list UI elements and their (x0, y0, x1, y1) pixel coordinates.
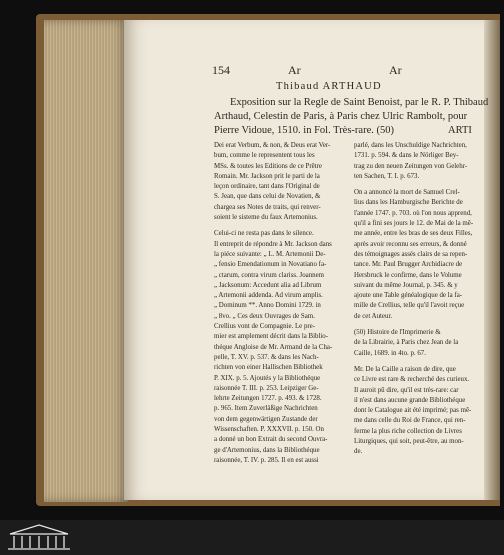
text-line: Romain. Mr. Jackson prit le parti de la (214, 172, 320, 180)
text-line: On a annoncé la mort de Samuel Crel- (354, 189, 460, 197)
text-line: ferme la plus riche collection de Livres (354, 427, 462, 435)
text-line: Crellius vont de Compagnie. Le pre- (214, 323, 316, 331)
entry-title-line-2: Arthaud, Celestin de Paris, à Paris chez Ulric Rambolt, pour (214, 111, 468, 122)
viewer-footer-bar (0, 520, 504, 555)
text-line: richten von einer Hallischen Bibliothek (214, 364, 323, 372)
text-line: 1731. p. 594. & dans le Nörliger Bey- (354, 152, 459, 160)
text-line: mille de Crellius, telle qu'il l'avoit reçue (354, 302, 465, 310)
page-edges (44, 20, 128, 502)
text-line: lius dans les Hamburgische Berichte de (354, 199, 463, 207)
text-line: Dei erat Verbum, & non, & Deus erat Ver- (214, 142, 331, 149)
library-building-logo-icon (4, 522, 74, 552)
text-line: Il auroit pû dire, qu'il est très-rare: car (354, 386, 459, 394)
text-line: parlé, dans les Unschuldige Nachrichten, (354, 142, 467, 149)
text-line: ten Sachen, T. I. p. 673. (354, 172, 420, 180)
text-line: raisonnée T. III. p. 253. Leipziger Ge- (214, 384, 319, 392)
text-line: raisonnée, T. IV. p. 285. Il en est aussi (214, 456, 319, 464)
text-line: Celui-ci ne resta pas dans le silence. (214, 230, 314, 238)
text-line: Il entreprit de répondre à Mr. Jackson dans (214, 240, 332, 248)
text-line: ce Livre est rare & recherché des curieux. (354, 376, 470, 384)
text-line: de. (354, 448, 363, 456)
text-line: Liturgiques, qui soit, peut-être, au mon- (354, 438, 464, 446)
running-head-right: Ar (389, 63, 402, 77)
text-line: leçon ordinaire, tant dans l'Original de (214, 183, 320, 191)
text-line: P. XIX. p. 5. Ajoutés y la Bibliothéque (214, 374, 321, 382)
text-line: après avoir reconnu ses erreurs, & donné (354, 240, 467, 248)
text-line: „ Jacksonum: Accedunt alia ad Librum (214, 281, 322, 289)
text-line: de cet Auteur. (354, 312, 393, 320)
catchword: ARTI (448, 125, 472, 136)
text-line: suivant du même Journal, p. 345. & y (354, 281, 458, 289)
text-line: Hersbruck le confirme, dans le Volume (354, 271, 462, 279)
right-column (354, 141, 482, 458)
text-line: Wissenschaften. P. XXXVII. p. 150. On (214, 426, 324, 434)
text-line: trag zu den neuen Zeitungen von Gelehr- (354, 162, 468, 170)
text-line: la piéce suivante: „ L. M. Artemonii De- (214, 250, 326, 258)
page-gutter (484, 20, 500, 500)
text-line: „ Dominum **. Anno Domini 1729. in (214, 302, 321, 310)
text-line: tance. Mr. Paul Brugger Archidiacre de (354, 261, 463, 269)
left-column (214, 141, 342, 466)
entry-heading: Thibaud ARTHAUD (276, 81, 382, 92)
text-line: a donné un bon Extrait du second Ouvra- (214, 436, 328, 444)
text-line: mier est amplement décrit dans la Biblio- (214, 333, 329, 341)
text-line: „ Artemonii addenda. Ad virum amplis. (214, 292, 323, 300)
text-line: MSs. & toutes les Editions de ce Prêtre (214, 162, 322, 170)
text-line: soient le sisteme du faux Artemonius. (214, 214, 318, 222)
text-line: Caille, 1689. in 4to. p. 67. (354, 349, 426, 357)
text-line: ge d'Artemonius, dans la Bibliothéque (214, 446, 320, 454)
text-line: bum, comme le representent tous les (214, 152, 315, 160)
entry-title-line-1: Exposition sur la Regle de Saint Benoist, par le R. P. Thibaud (230, 97, 489, 108)
text-line: Mr. De la Caille a raison de dire, que (354, 365, 456, 373)
text-line: dont le Catalogue ait été imprimé; pas mê- (354, 407, 472, 415)
text-line: lehrte Zeitungen 1727. p. 493. & 1728. (214, 395, 322, 403)
text-line: qu'il a fini ses jours le 12. de Mai de la mê- (354, 220, 474, 228)
text-line: me année, entre les bras de ses deux Filles, (354, 230, 473, 238)
text-line: (50) Histoire de l'Imprimerie & (354, 329, 441, 337)
text-line: S. Jean, que dans celui de Novatien, & (214, 193, 321, 201)
page-number: 154 (212, 63, 230, 77)
text-line: p. 965. Item Zuverläßige Nachrichten (214, 405, 318, 413)
text-line: des témoignages assés clairs de sa repen- (354, 250, 468, 258)
text-line: „ ctarum, contra virum clariss. Joannem (214, 271, 325, 279)
text-line: „ fensio Emendationum in Novatiano fa- (214, 261, 327, 269)
text-line: de la Librairie, à Paris chez Jean de la (354, 339, 459, 347)
entry-title-line-3: Pierre Vidoue, 1510. in Fol. Très-rare. (50) (214, 125, 394, 136)
text-line: il n'est dans aucune grande Bibliothéque (354, 396, 466, 404)
text-line: chargea ses Notes de traits, qui renver- (214, 203, 321, 211)
text-line: me dans celle du Roi de France, qui ren- (354, 417, 466, 425)
text-line: ajoute une Table généalogique de la fa- (354, 292, 463, 300)
text-line: pelle, T. XV. p. 537. & dans les Nach- (214, 353, 319, 361)
running-head-left: Ar (288, 63, 301, 77)
text-line: von dem gegenwärtigen Zustande der (214, 415, 318, 423)
text-line: „ 8vo. „ Ces deux Ouvrages de Sam. (214, 312, 315, 320)
text-line: théque Angloise de Mr. Armand de la Cha- (214, 343, 333, 351)
text-line: l'année 1747. p. 703. où l'on nous apprend, (354, 209, 472, 217)
